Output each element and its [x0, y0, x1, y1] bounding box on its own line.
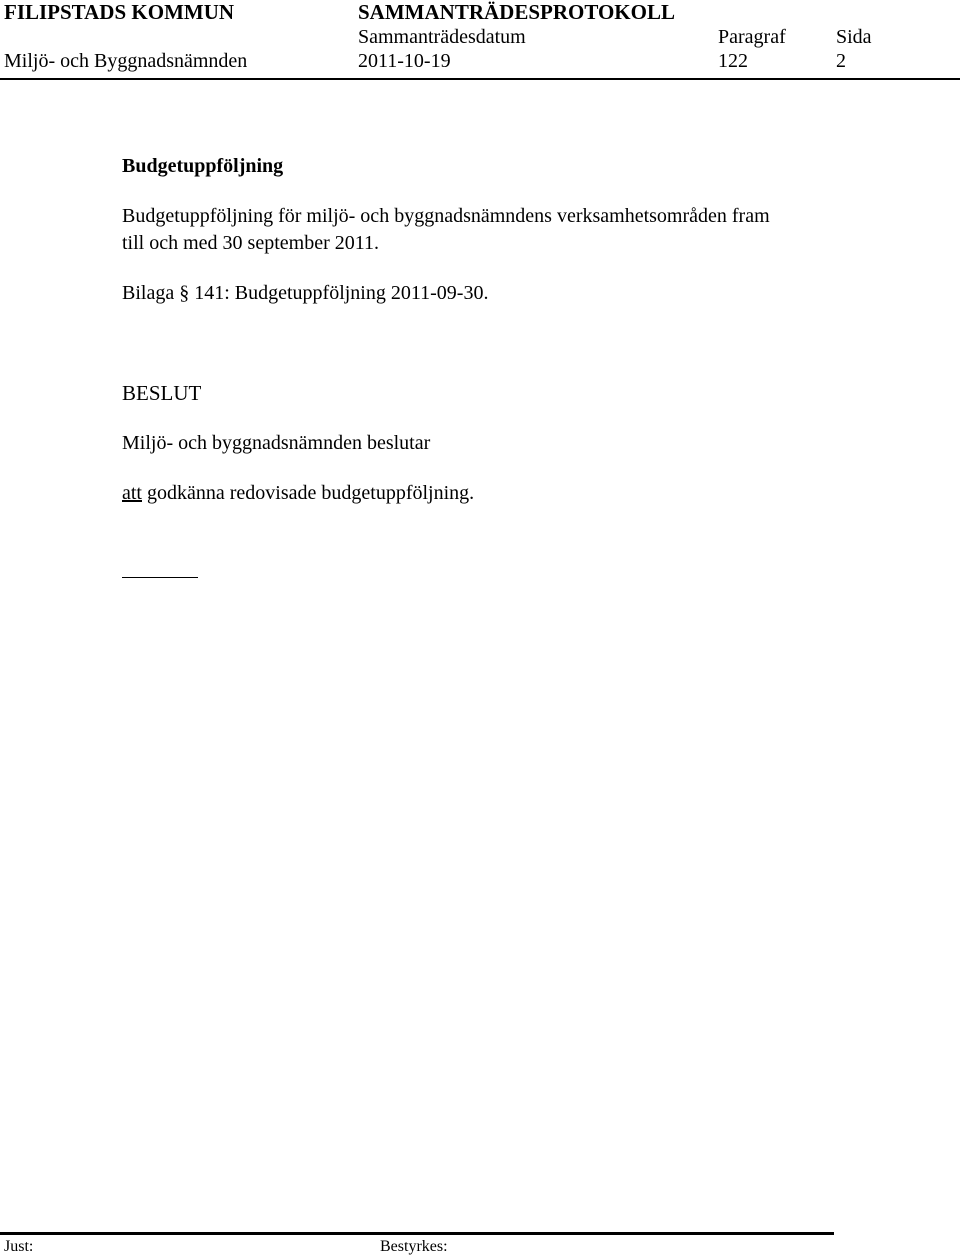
page-number: 2 — [836, 50, 846, 72]
committee-name: Miljö- och Byggnadsnämnden — [4, 50, 248, 72]
paragraph-label: Paragraf — [718, 26, 786, 48]
section-heading: Budgetuppföljning — [122, 155, 284, 177]
decision-heading: BESLUT — [122, 381, 202, 405]
header-divider — [0, 78, 960, 80]
page-label: Sida — [836, 26, 872, 48]
paragraph-number: 122 — [718, 50, 748, 72]
certified-label: Bestyrkes: — [380, 1238, 448, 1255]
organization-name: FILIPSTADS KOMMUN — [4, 0, 235, 24]
footer-divider — [0, 1232, 834, 1235]
date-label: Sammanträdesdatum — [358, 26, 526, 48]
just-label: Just: — [4, 1238, 34, 1255]
decision-intro: Miljö- och byggnadsnämnden beslutar — [122, 432, 431, 454]
section-end-rule — [122, 577, 198, 578]
document-type: SAMMANTRÄDESPROTOKOLL — [358, 0, 675, 24]
decision-att: att — [122, 482, 142, 504]
paragraph-line-1: Budgetuppföljning för miljö- och byggnadsnämndens verksamhetsområden fram — [122, 205, 770, 227]
decision-clause — [122, 482, 474, 505]
paragraph-line-2: till och med 30 september 2011. — [122, 232, 379, 254]
decision-text: godkänna redovisade budgetuppföljning. — [142, 482, 475, 504]
attachment-reference: Bilaga § 141: Budgetuppföljning 2011-09-30. — [122, 282, 489, 304]
meeting-date: 2011-10-19 — [358, 50, 451, 72]
